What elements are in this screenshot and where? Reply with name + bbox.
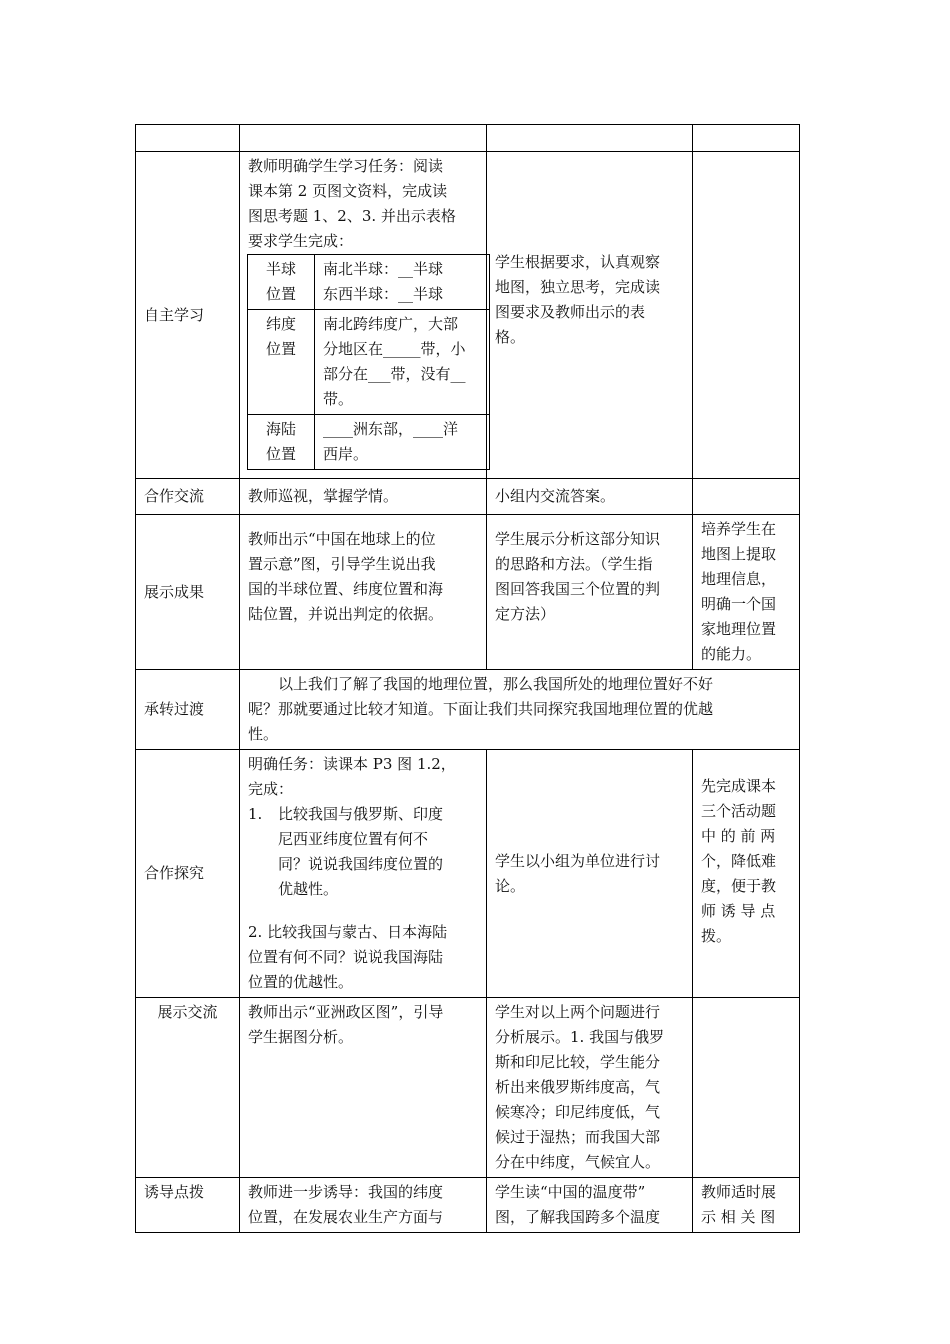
text-line: 优越性。 [278, 880, 339, 898]
teacher-cell [240, 125, 487, 152]
position-key [248, 415, 315, 470]
task-item-2 [248, 920, 478, 995]
text-line: 国的半球位置、纬度位置和海 [248, 580, 444, 598]
stage-label: 自主学习 [144, 305, 205, 324]
teacher-cell [240, 750, 487, 998]
spacer [248, 902, 478, 920]
teacher-text: 教师巡视，掌握学情。 [248, 487, 399, 505]
stage-cell [136, 670, 240, 750]
text-line: 学生对以上两个问题进行 [495, 1003, 661, 1021]
text-line: 教师明确学生学习任务：阅读 [248, 157, 444, 175]
student-cell [487, 479, 693, 515]
text-line: 示 相 关 图 [701, 1208, 776, 1226]
stage-cell [136, 998, 240, 1178]
text-line: 部分在___带，没有__ [323, 365, 466, 383]
table-row [136, 515, 800, 670]
teacher-cell [240, 998, 487, 1178]
transition-cell [240, 670, 800, 750]
table-row [136, 1178, 800, 1233]
text-line: 定方法） [495, 605, 556, 623]
position-key [248, 255, 315, 310]
student-cell [487, 125, 693, 152]
text-line: 明确一个国 [701, 595, 777, 613]
table-row [136, 125, 800, 152]
stage-cell [136, 152, 240, 479]
text-line: 以上我们了解了我国的地理位置，那么我国所处的地理位置好不好 [278, 675, 714, 693]
lesson-plan-table [135, 124, 800, 1233]
text-line: 学生以小组为单位进行讨 [495, 851, 661, 870]
text-line: 培养学生在 [701, 520, 777, 538]
position-value [315, 415, 490, 470]
text-line: 候寒冷；印尼纬度低，气 [495, 1103, 661, 1121]
student-cell [487, 515, 693, 670]
text-line: 陆位置，并说出判定的依据。 [248, 605, 444, 623]
text-line: 教师适时展 [701, 1183, 777, 1201]
text-line: 学生根据要求，认真观察 [495, 253, 661, 271]
text-line: 论。 [495, 876, 526, 895]
text-line: 的能力。 [701, 645, 762, 663]
text-line: 斯和印尼比较，学生能分 [495, 1053, 661, 1071]
text-line: 位置 [265, 445, 296, 463]
text-line: 分地区在_____带，小 [323, 340, 466, 358]
text-line: 课本第 2 页图文资料，完成读 [248, 182, 448, 200]
text-line: 学生据图分析。 [248, 1028, 354, 1046]
text-line: 地理信息， [701, 570, 777, 588]
text-line: 三个活动题 [701, 802, 777, 820]
text-line: 位置的优越性。 [248, 973, 354, 991]
position-row [248, 255, 490, 310]
text-line: 位置，在发展农业生产方面与 [248, 1208, 444, 1226]
student-cell [487, 152, 693, 479]
note-cell [693, 998, 800, 1178]
text-line: 完成： [248, 780, 294, 798]
text-line: 学生读“中国的温度带” [495, 1183, 646, 1201]
text-line: 候过于湿热；而我国大部 [495, 1128, 661, 1146]
student-text: 小组内交流答案。 [495, 487, 616, 505]
text-line: 带。 [323, 390, 354, 408]
task-item-1 [248, 802, 478, 902]
text-line: 析出来俄罗斯纬度高，气 [495, 1078, 661, 1096]
text-line: 中 的 前 两 [701, 827, 776, 845]
text-line: 南北跨纬度广，大部 [323, 315, 459, 333]
text-line: 西岸。 [323, 445, 369, 463]
text-line: 尼西亚纬度位置有何不 [278, 830, 429, 848]
text-line: 纬度 [265, 315, 296, 333]
teacher-cell [240, 1178, 487, 1233]
position-value [315, 255, 490, 310]
stage-label: 合作交流 [144, 487, 205, 505]
text-line: 分在中纬度，气候宜人。 [495, 1153, 661, 1171]
text-line: 度，便于教 [701, 877, 777, 895]
table-row [136, 670, 800, 750]
stage-label: 承转过渡 [144, 700, 205, 718]
text-line: 图回答我国三个位置的判 [495, 580, 661, 598]
item-number: 1. [248, 805, 263, 823]
text-line: 教师进一步诱导：我国的纬度 [248, 1183, 444, 1201]
stage-label: 展示成果 [144, 582, 205, 601]
text-line: 师 诱 导 点 [701, 902, 776, 920]
text-line: 位置 [265, 285, 296, 303]
stage-label: 合作探究 [144, 864, 205, 882]
text-line: 格。 [495, 328, 526, 346]
text-line: 海陆 [265, 420, 296, 438]
teacher-cell [240, 515, 487, 670]
stage-cell [136, 1178, 240, 1233]
position-key [248, 310, 315, 415]
note-cell [693, 125, 800, 152]
position-row [248, 415, 490, 470]
text-line: 教师出示“亚洲政区图”，引导 [248, 1003, 444, 1021]
table-row [136, 479, 800, 515]
text-line: 明确任务：读课本 P3 图 1.2， [248, 755, 456, 773]
text-line: 个，降低难 [701, 852, 777, 870]
note-cell [693, 750, 800, 998]
text-line: 拨。 [701, 927, 732, 945]
text-line: 学生展示分析这部分知识 [495, 530, 661, 548]
text-line: ____洲东部，____洋 [323, 420, 459, 438]
teacher-cell [240, 152, 487, 479]
text-line: 南北半球：__半球 [323, 260, 444, 278]
text-line: 家地理位置 [701, 620, 777, 638]
text-line: 2. 比较我国与蒙古、日本海陆 [248, 923, 448, 941]
text-line: 置示意”图，引导学生说出我 [248, 555, 436, 573]
text-line: 东西半球：__半球 [323, 285, 444, 303]
position-row [248, 310, 490, 415]
text-line: 图思考题 1、2、3. 并出示表格 [248, 207, 456, 225]
text-line: 图，了解我国跨多个温度 [495, 1208, 661, 1226]
text-line: 地图上提取 [701, 545, 777, 563]
text-line: 同？说说我国纬度位置的 [278, 855, 444, 873]
text-line: 地图，独立思考，完成读 [495, 278, 661, 296]
table-row [136, 152, 800, 479]
text-line: 的思路和方法。（学生指 [495, 555, 653, 573]
note-cell [693, 152, 800, 479]
student-cell [487, 998, 693, 1178]
text-line: 要求学生完成： [248, 232, 354, 250]
text-line: 先完成课本 [701, 777, 777, 795]
text-line: 性。 [248, 725, 279, 743]
student-cell [487, 750, 693, 998]
text-line: 半球 [265, 260, 296, 278]
table-row [136, 750, 800, 998]
student-cell [487, 1178, 693, 1233]
teacher-text [248, 154, 478, 254]
text-line: 呢？那就要通过比较才知道。下面让我们共同探究我国地理位置的优越 [248, 700, 714, 718]
position-table [247, 254, 490, 470]
text-line: 图要求及教师出示的表 [495, 303, 646, 321]
note-cell [693, 1178, 800, 1233]
table-row [136, 998, 800, 1178]
stage-cell [136, 750, 240, 998]
stage-cell [136, 479, 240, 515]
stage-label: 诱导点拨 [144, 1183, 205, 1201]
text-line: 比较我国与俄罗斯、印度 [278, 805, 444, 823]
stage-cell [136, 125, 240, 152]
text-line: 分析展示。1. 我国与俄罗 [495, 1028, 665, 1046]
stage-cell [136, 515, 240, 670]
note-cell [693, 479, 800, 515]
note-cell [693, 515, 800, 670]
position-value [315, 310, 490, 415]
text-line: 教师出示“中国在地球上的位 [248, 530, 436, 548]
text-line: 位置有何不同？说说我国海陆 [248, 948, 444, 966]
stage-label: 展示交流 [157, 1003, 218, 1021]
teacher-cell [240, 479, 487, 515]
text-line: 位置 [265, 340, 296, 358]
